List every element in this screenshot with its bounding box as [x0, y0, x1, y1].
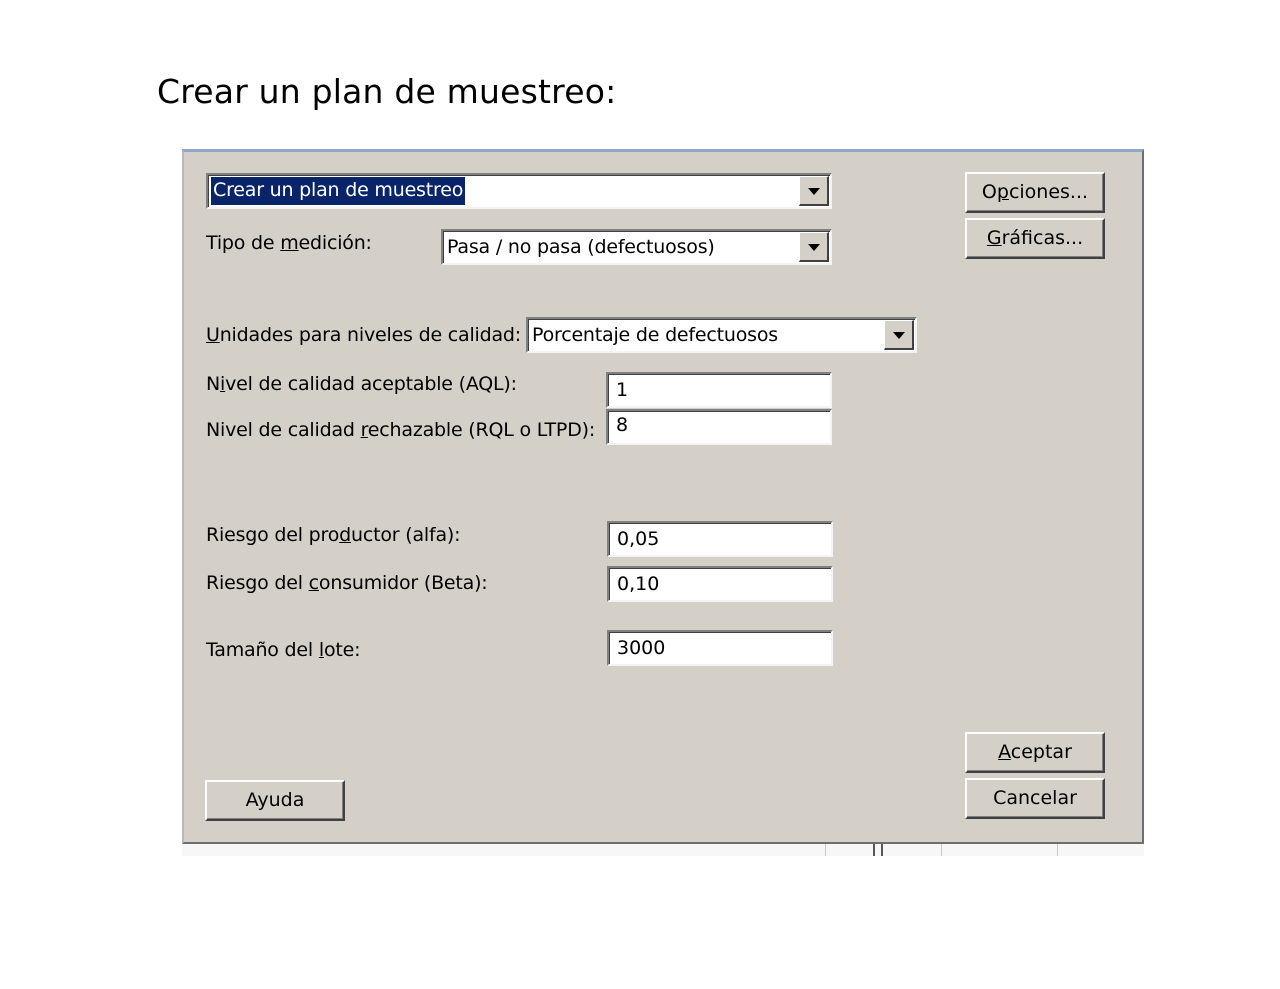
lot-size-value: 3000 — [617, 637, 666, 659]
button-text: O — [981, 181, 997, 203]
button-accesskey: G — [986, 227, 1002, 249]
label-text: onsumidor (Beta): — [318, 572, 488, 594]
lot-size-label — [206, 639, 360, 661]
options-button[interactable] — [965, 172, 1105, 213]
producer-risk-input[interactable] — [607, 521, 833, 557]
label-text: Riesgo del pro — [206, 524, 340, 546]
chevron-down-icon[interactable] — [799, 176, 829, 206]
button-text: ráficas... — [1001, 227, 1084, 249]
producer-risk-value: 0,05 — [617, 528, 660, 550]
consumer-risk-label — [206, 572, 488, 594]
quality-units-dropdown[interactable] — [526, 317, 917, 353]
label-text: N — [206, 373, 221, 395]
chevron-down-icon[interactable] — [884, 320, 914, 350]
button-accesskey: A — [998, 741, 1011, 763]
label-text: edición: — [298, 232, 372, 254]
cancel-button[interactable]: Cancelar — [965, 778, 1105, 819]
measurement-type-value: Pasa / no pasa (defectuosos) — [447, 236, 715, 258]
aql-label — [206, 373, 517, 395]
consumer-risk-value: 0,10 — [617, 573, 660, 595]
label-accesskey: U — [206, 324, 220, 346]
aql-value: 1 — [616, 379, 629, 401]
measurement-type-label — [206, 232, 372, 254]
label-text: Nivel de calidad — [206, 419, 361, 441]
label-text: nidades para niveles de calidad: — [219, 324, 521, 346]
label-text: Tamaño del — [206, 639, 319, 661]
aql-input[interactable] — [606, 372, 832, 408]
quality-units-value: Porcentaje de defectuosos — [532, 324, 778, 346]
label-accesskey: r — [360, 419, 368, 441]
button-accesskey: p — [996, 181, 1009, 203]
consumer-risk-input[interactable] — [607, 566, 833, 602]
accept-button[interactable] — [965, 732, 1105, 773]
label-accesskey: i — [220, 373, 226, 395]
label-accesskey: m — [280, 232, 299, 254]
label-text: echazable (RQL o LTPD): — [367, 419, 596, 441]
label-text: Riesgo del — [206, 572, 309, 594]
label-text: vel de calidad aceptable (AQL): — [225, 373, 517, 395]
label-accesskey: l — [318, 639, 324, 661]
button-text: ciones... — [1008, 181, 1089, 203]
sampling-plan-dialog — [182, 149, 1144, 844]
label-accesskey: c — [308, 572, 319, 594]
lot-size-input[interactable] — [607, 630, 833, 666]
chevron-down-icon[interactable] — [799, 232, 829, 262]
rql-input[interactable] — [606, 409, 832, 445]
producer-risk-label — [206, 524, 460, 546]
label-text: uctor (alfa): — [351, 524, 461, 546]
label-text: Tipo de — [206, 232, 281, 254]
button-text: ceptar — [1010, 741, 1072, 763]
label-accesskey: d — [339, 524, 352, 546]
page-title: Crear un plan de muestreo: — [157, 72, 617, 111]
action-dropdown-value: Crear un plan de muestreo — [211, 177, 465, 205]
rql-label — [206, 419, 595, 441]
measurement-type-dropdown[interactable] — [441, 229, 832, 265]
label-text: ote: — [323, 639, 361, 661]
quality-units-label — [206, 324, 521, 346]
action-dropdown[interactable] — [206, 173, 832, 209]
help-button[interactable]: Ayuda — [205, 780, 345, 821]
rql-value: 8 — [616, 414, 629, 436]
graphs-button[interactable] — [965, 218, 1105, 259]
